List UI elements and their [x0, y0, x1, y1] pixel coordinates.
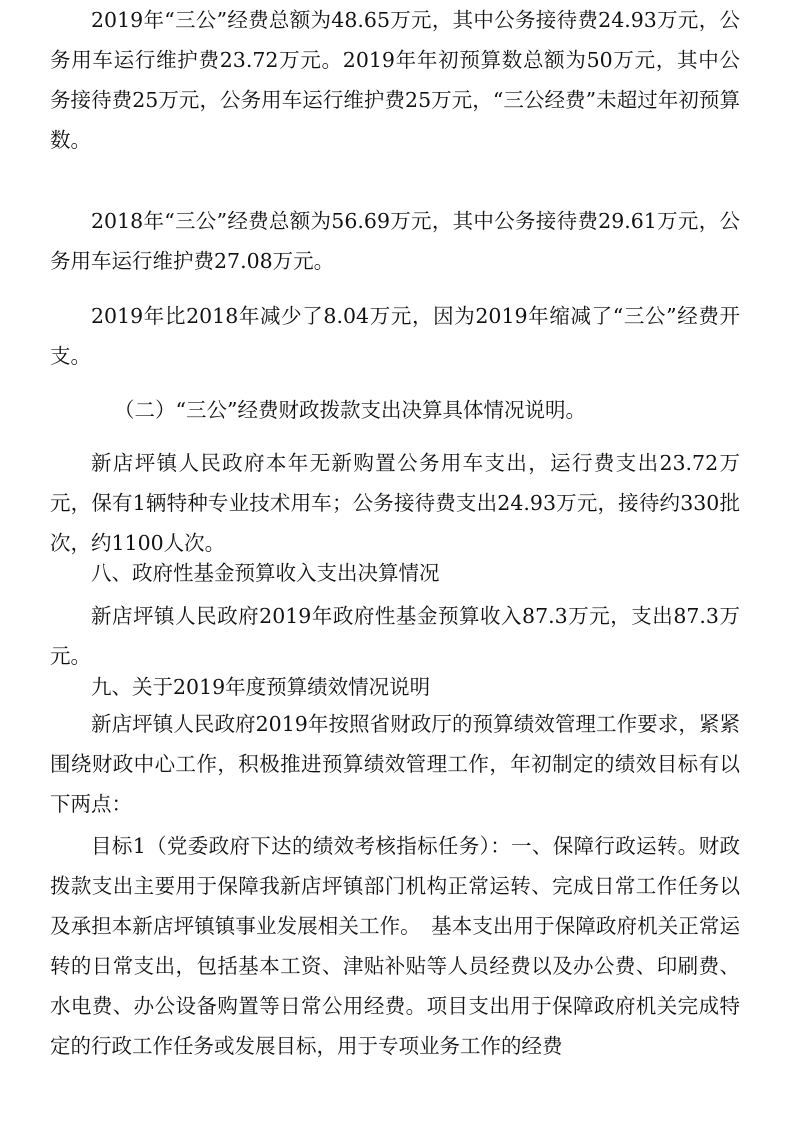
paragraph-performance-intro: 新店坪镇人民政府2019年按照省财政厅的预算绩效管理工作要求，紧紧围绕财政中心工作，积极推进预算绩效管理工作，年初制定的绩效目标有以下两点：: [50, 712, 740, 816]
paragraph-three-public-2018: 2018年“三公”经费总额为56.69万元，其中公务接待费29.61万元，公务用车运行维护费27.08万元。: [50, 209, 740, 273]
paragraph-vehicle-reception: 新店坪镇人民政府本年无新购置公务用车支出，运行费支出23.72万元，保有1辆特种专业技术用车；公务接待费支出24.93万元，接待约330批次，约1100人次。: [50, 451, 740, 555]
paragraph-government-fund: 新店坪镇人民政府2019年政府性基金预算收入87.3万元，支出87.3万元。: [50, 604, 740, 668]
paragraph-goal-one: 目标1（党委政府下达的绩效考核指标任务）：一、保障行政运转。财政拨款支出主要用于保障我新店坪镇部门机构正常运转、完成日常工作任务以及承担本新店坪镇镇事业发展相关工作。 基本支出用于保障政府机关正常运转的日常支出，包括基本工资、津贴补贴等人员经费以及办公费、印刷费、水电费、办公设备购置等日常公用经费。项目支出用于保障政府机关完成特定的行政工作任务或发展目标，用于专项业务工作的经费: [50, 834, 740, 1058]
paragraph-three-public-2019: 2019年“三公”经费总额为48.65万元，其中公务接待费24.93万元，公务用车运行维护费23.72万元。2019年年初预算数总额为50万元，其中公务接待费25万元，公务用车运行维护费25万元，“三公经费”未超过年初预算数。: [50, 8, 740, 152]
section-heading-three-public-detail: （二）“三公”经费财政拨款支出决算具体情况说明。: [114, 398, 586, 422]
section-heading-government-fund: 八、政府性基金预算收入支出决算情况: [91, 561, 440, 585]
section-heading-performance: 九、关于2019年度预算绩效情况说明: [91, 675, 431, 699]
paragraph-year-comparison: 2019年比2018年减少了8.04万元，因为2019年缩减了“三公”经费开支。: [50, 304, 740, 368]
